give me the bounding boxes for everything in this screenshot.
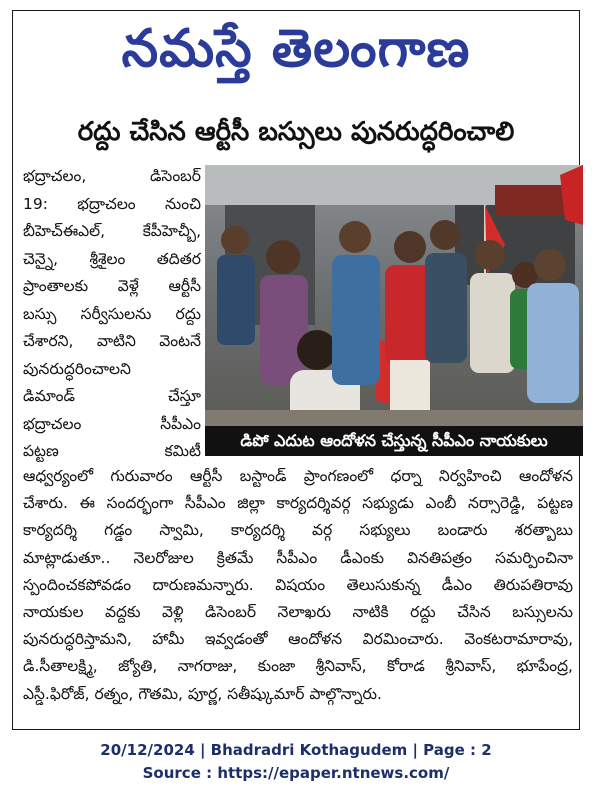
side-line: పట్టణ కమిటీ	[23, 442, 201, 460]
source-link[interactable]: Source : https://epaper.ntnews.com/	[142, 764, 450, 782]
side-line: డిమాండ్ చేస్తూ	[23, 387, 201, 405]
body-line: స్పందించకపోవడం దారుణమన్నారు. విషయం తెలుసుకున్న డీఎం తిరుపతిరావు	[23, 575, 573, 594]
article-frame	[12, 10, 580, 730]
body-line: ఆధ్వర్యంలో గురువారం ఆర్టీసీ బస్టాండ్ ప్రాంగణంలో ధర్నా నిర్వహించి ఆందోళన	[23, 467, 573, 485]
article-body	[23, 463, 573, 708]
side-line: భద్రాచలం సీపీఎం	[23, 414, 201, 433]
side-line: బస్సు సర్వీసులను రద్దు	[23, 304, 201, 323]
body-line: నాయకుల వద్దకు వెళ్లి డిసెంబర్ నెలాఖరు నాటికి రద్దు చేసిన బస్సులను	[23, 603, 573, 622]
body-line: ఎస్డీ.ఫిరోజ్, రత్నం, గౌతమి, పూర్ణ, సతీష్కుమార్ పాల్గొన్నారు.	[23, 684, 382, 703]
newspaper-masthead: నమస్తే తెలంగాణ	[121, 18, 471, 79]
body-line: చేశారు. ఈ సందర్భంగా సీపీఎం జిల్లా కార్యదర్శివర్గ సభ్యుడు ఎంబీ నర్సారెడ్డి, పట్టణ	[23, 494, 573, 513]
body-line: కార్యదర్శి గడ్డం స్వామి, కార్యదర్శి వర్గ సభ్యులు బండారు శరత్బాబు	[23, 521, 573, 540]
side-column-text	[23, 163, 201, 466]
side-line: భద్రాచలం, డిసెంబర్	[23, 167, 201, 185]
body-line: డి.సీతాలక్ష్మి, జ్యోతి, నాగరాజు, కుంజా శ్రీనివాస్, కోరాడ శ్రీనివాస్, భూపేంద్ర,	[23, 657, 573, 676]
side-line: 19: భద్రాచలం నుంచి	[23, 194, 201, 213]
body-line: మాట్లాడుతూ.. నెలరోజుల క్రితమే సీపీఎం డీఎంకు వినతిపత్రం సమర్పించినా	[23, 548, 573, 567]
side-line: ప్రాంతాలకు వెళ్లే ఆర్టీసీ	[23, 277, 201, 295]
protest-photo	[205, 165, 583, 426]
photo-caption: డిపో ఎదుట ఆందోళన చేస్తున్న సీపీఎం నాయకులు	[205, 426, 583, 456]
side-line: చెన్నై, శ్రీశైలం తదితర	[23, 249, 201, 268]
side-line: చేశారని, వాటిని వెంటనే	[23, 332, 201, 350]
side-line: పునరుద్ధరించాలని	[23, 359, 131, 378]
body-line: పునరుద్ధరిస్తామని, హామీ ఇవ్వడంతో ఆందోళన విరమించారు. వెంకటరామారావు,	[23, 630, 573, 649]
article-headline: రద్దు చేసిన ఆర్టీసీ బస్సులు పునరుద్ధరించాలి	[77, 117, 515, 147]
side-line: బీహెచ్ఈఎల్, కేపీహెచ్బీ,	[23, 222, 201, 240]
edition-info: 20/12/2024 | Bhadradri Kothagudem | Page : 2	[100, 741, 492, 759]
